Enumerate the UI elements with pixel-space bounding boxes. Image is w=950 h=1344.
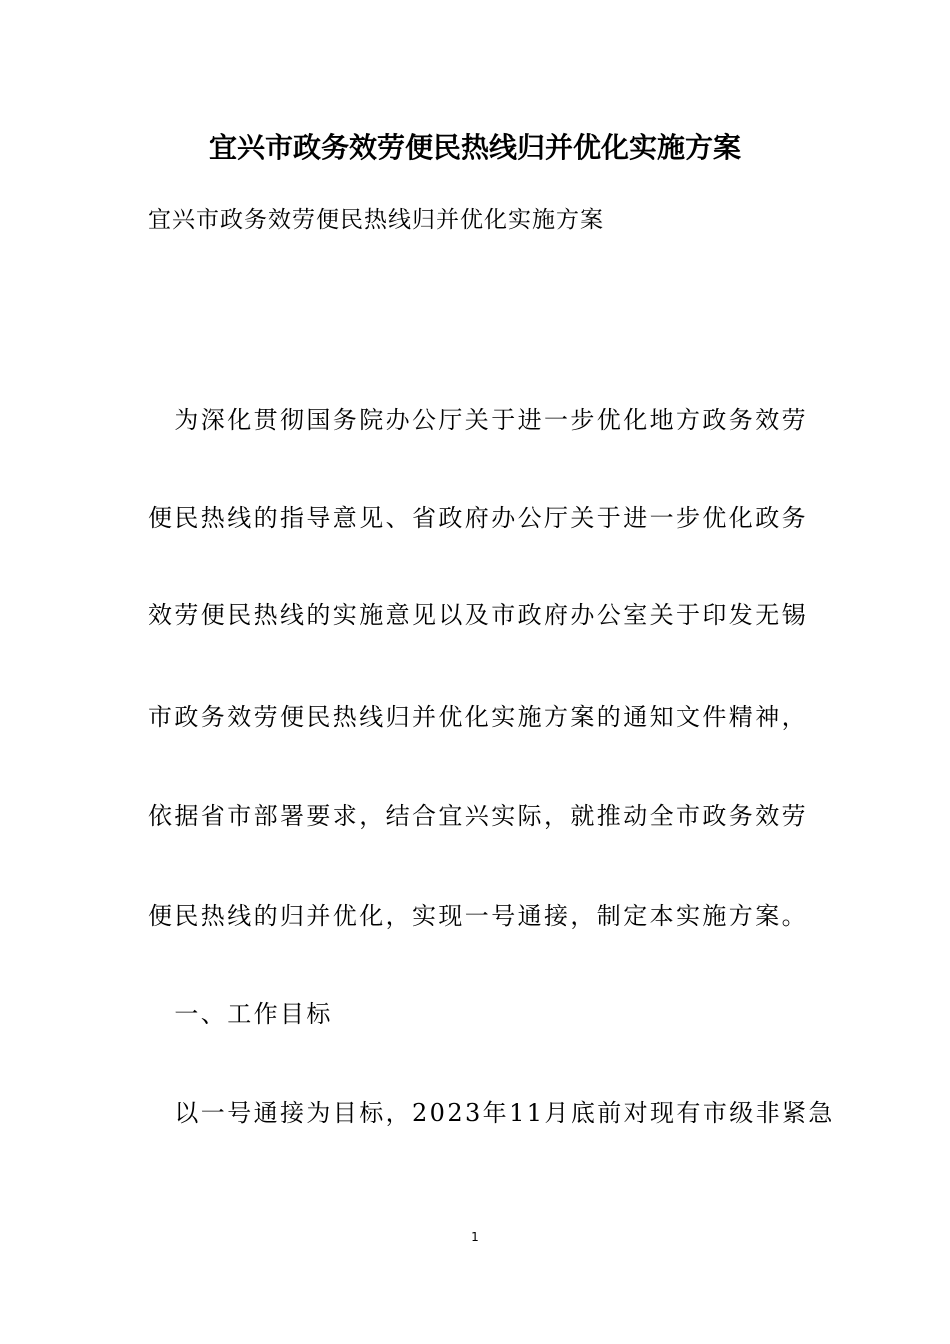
document-title: 宜兴市政务效劳便民热线归并优化实施方案 xyxy=(208,131,741,164)
document-subtitle: 宜兴市政务效劳便民热线归并优化实施方案 xyxy=(148,207,604,233)
intro-line-3: 效劳便民热线的实施意见以及市政府办公室关于印发无锡 xyxy=(148,601,808,629)
section-heading: 一、工作目标 xyxy=(148,1000,333,1028)
section-line-1: 以一号通接为目标，2023年11月底前对现有市级非紧急 xyxy=(148,1099,835,1127)
page-number: 1 xyxy=(471,1230,479,1244)
intro-line-4: 市政务效劳便民热线归并优化实施方案的通知文件精神， xyxy=(148,703,808,731)
intro-line-6: 便民热线的归并优化，实现一号通接，制定本实施方案。 xyxy=(148,902,808,930)
intro-line-2: 便民热线的指导意见、省政府办公厅关于进一步优化政务 xyxy=(148,504,808,532)
intro-line-1: 为深化贯彻国务院办公厅关于进一步优化地方政务效劳 xyxy=(148,406,808,434)
intro-line-5: 依据省市部署要求，结合宜兴实际，就推动全市政务效劳 xyxy=(148,802,808,830)
